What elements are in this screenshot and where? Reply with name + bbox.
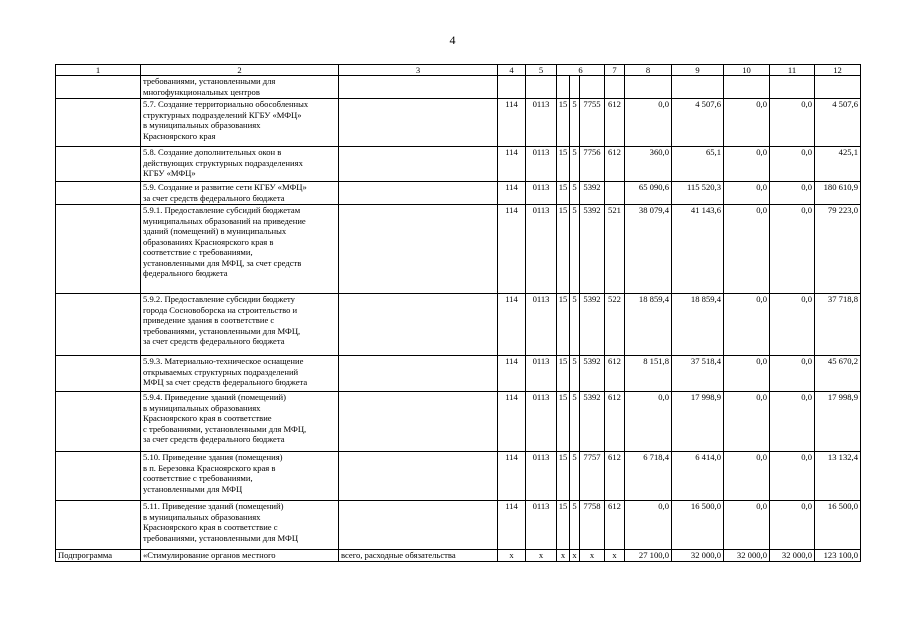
- table-cell-col-4: 114: [498, 294, 526, 356]
- table-cell-col-8: 5392: [580, 294, 605, 356]
- table-cell-col-14: 13 132,4: [815, 452, 861, 501]
- table-cell-col-2: «Стимулирование органов местного: [141, 550, 339, 562]
- table-cell-col-3: [339, 205, 498, 294]
- table-cell-col-4: [498, 76, 526, 99]
- table-cell-col-3: [339, 294, 498, 356]
- table-row: [56, 182, 861, 205]
- table-cell-col-1: [56, 205, 141, 294]
- table-cell-col-7: 5: [570, 392, 580, 452]
- table-cell-col-12: [724, 76, 770, 99]
- header-cell: 2: [141, 65, 339, 76]
- table-cell-col-2: 5.11. Приведение зданий (помещений) в муниципальных образованиях Красноярского края в соответствие с требованиями, установленными для МФЦ: [141, 501, 339, 550]
- header-cell: 12: [815, 65, 861, 76]
- table-cell-col-6: 15: [557, 356, 570, 392]
- table-cell-col-4: 114: [498, 182, 526, 205]
- table-cell-col-5: 0113: [526, 452, 557, 501]
- table-cell-col-1: [56, 501, 141, 550]
- table-cell-col-13: 0,0: [770, 205, 815, 294]
- table-cell-col-12: 0,0: [724, 99, 770, 147]
- budget-table: [55, 64, 861, 562]
- table-header-row: [56, 65, 861, 76]
- table-cell-col-10: 27 100,0: [625, 550, 672, 562]
- table-cell-col-10: 8 151,8: [625, 356, 672, 392]
- table-cell-col-10: 0,0: [625, 392, 672, 452]
- table-cell-col-2: 5.9.4. Приведение зданий (помещений) в муниципальных образованиях Красноярского края в соответствие с требованиями, установленными для МФЦ, за счет средств федерального бюджета: [141, 392, 339, 452]
- table-cell-col-5: 0113: [526, 392, 557, 452]
- table-cell-col-14: 17 998,9: [815, 392, 861, 452]
- table-cell-col-9: 612: [605, 392, 625, 452]
- table-cell-col-8: 5392: [580, 392, 605, 452]
- table-cell-col-10: 6 718,4: [625, 452, 672, 501]
- table-cell-col-2: требованиями, установленными для многофункциональных центров: [141, 76, 339, 99]
- header-cell: 10: [724, 65, 770, 76]
- table-cell-col-9: х: [605, 550, 625, 562]
- table-cell-col-7: 5: [570, 452, 580, 501]
- table-cell-col-7: 5: [570, 501, 580, 550]
- table-cell-col-3: [339, 501, 498, 550]
- table-row: [56, 501, 861, 550]
- table-cell-col-11: 17 998,9: [672, 392, 724, 452]
- table-cell-col-14: 180 610,9: [815, 182, 861, 205]
- table-cell-col-14: [815, 76, 861, 99]
- table-cell-col-13: 0,0: [770, 147, 815, 182]
- table-row: [56, 76, 861, 99]
- table-cell-col-6: 15: [557, 294, 570, 356]
- table-cell-col-11: 4 507,6: [672, 99, 724, 147]
- table-cell-col-13: 0,0: [770, 501, 815, 550]
- table-cell-col-12: 32 000,0: [724, 550, 770, 562]
- table-cell-col-8: [580, 76, 605, 99]
- table-cell-col-6: 15: [557, 99, 570, 147]
- table-cell-col-4: 114: [498, 147, 526, 182]
- table-cell-col-12: 0,0: [724, 392, 770, 452]
- table-cell-col-11: 37 518,4: [672, 356, 724, 392]
- table-cell-col-2: 5.9. Создание и развитие сети КГБУ «МФЦ» за счет средств федерального бюджета: [141, 182, 339, 205]
- table-row: [56, 147, 861, 182]
- table-cell-col-5: 0113: [526, 182, 557, 205]
- table-cell-col-11: 6 414,0: [672, 452, 724, 501]
- table-cell-col-8: 5392: [580, 182, 605, 205]
- table-cell-col-6: 15: [557, 147, 570, 182]
- header-cell: 9: [672, 65, 724, 76]
- header-cell: 8: [625, 65, 672, 76]
- table-cell-col-3: [339, 99, 498, 147]
- table-row: [56, 356, 861, 392]
- table-cell-col-7: 5: [570, 294, 580, 356]
- table-cell-col-5: 0113: [526, 356, 557, 392]
- table-cell-col-4: 114: [498, 452, 526, 501]
- table-cell-col-2: 5.8. Создание дополнительных окон в действующих структурных подразделениях КГБУ «МФЦ»: [141, 147, 339, 182]
- table-cell-col-12: 0,0: [724, 501, 770, 550]
- table-cell-col-6: 15: [557, 182, 570, 205]
- table-cell-col-11: 18 859,4: [672, 294, 724, 356]
- table-cell-col-11: 32 000,0: [672, 550, 724, 562]
- table-row: [56, 205, 861, 294]
- table-cell-col-4: 114: [498, 99, 526, 147]
- table-row: [56, 294, 861, 356]
- header-cell: 6: [557, 65, 605, 76]
- table-cell-col-8: 5392: [580, 356, 605, 392]
- table-cell-col-14: 16 500,0: [815, 501, 861, 550]
- table-cell-col-7: 5: [570, 182, 580, 205]
- table-row: [56, 452, 861, 501]
- table-cell-col-6: 15: [557, 205, 570, 294]
- table-cell-col-10: 360,0: [625, 147, 672, 182]
- page-number: 4: [449, 33, 456, 47]
- table-cell-col-11: 41 143,6: [672, 205, 724, 294]
- table-cell-col-8: 7756: [580, 147, 605, 182]
- table-cell-col-6: х: [557, 550, 570, 562]
- table-cell-col-14: 45 670,2: [815, 356, 861, 392]
- table-cell-col-11: 16 500,0: [672, 501, 724, 550]
- table-cell-col-5: 0113: [526, 147, 557, 182]
- table-cell-col-5: 0113: [526, 501, 557, 550]
- table-cell-col-11: 115 520,3: [672, 182, 724, 205]
- table-cell-col-4: х: [498, 550, 526, 562]
- table-cell-col-13: 0,0: [770, 356, 815, 392]
- table-cell-col-13: 0,0: [770, 392, 815, 452]
- table-cell-col-5: [526, 76, 557, 99]
- table-cell-col-12: 0,0: [724, 182, 770, 205]
- table-cell-col-12: 0,0: [724, 452, 770, 501]
- table-cell-col-9: 612: [605, 452, 625, 501]
- header-cell: 3: [339, 65, 498, 76]
- table-cell-col-7: [570, 76, 580, 99]
- table-cell-col-14: 37 718,8: [815, 294, 861, 356]
- table-cell-col-9: [605, 182, 625, 205]
- table-cell-col-13: 32 000,0: [770, 550, 815, 562]
- table-cell-col-6: 15: [557, 392, 570, 452]
- table-cell-col-7: х: [570, 550, 580, 562]
- table-cell-col-1: [56, 356, 141, 392]
- header-cell: 5: [526, 65, 557, 76]
- table-cell-col-3: [339, 356, 498, 392]
- table-cell-col-3: всего, расходные обязательства: [339, 550, 498, 562]
- table-cell-col-1: [56, 294, 141, 356]
- table-cell-col-3: [339, 147, 498, 182]
- table-cell-col-10: 18 859,4: [625, 294, 672, 356]
- table-cell-col-9: 612: [605, 356, 625, 392]
- table-cell-col-1: [56, 99, 141, 147]
- table-cell-col-8: 7755: [580, 99, 605, 147]
- table-cell-col-5: 0113: [526, 294, 557, 356]
- table-cell-col-4: 114: [498, 356, 526, 392]
- table-cell-col-10: [625, 76, 672, 99]
- table-cell-col-2: 5.10. Приведение здания (помещения) в п. Березовка Красноярского края в соответствие с требованиями, установленными для МФЦ: [141, 452, 339, 501]
- table-cell-col-9: 612: [605, 501, 625, 550]
- header-cell: 1: [56, 65, 141, 76]
- table-cell-col-12: 0,0: [724, 205, 770, 294]
- table-cell-col-8: х: [580, 550, 605, 562]
- table-cell-col-4: 114: [498, 205, 526, 294]
- table-cell-col-3: [339, 182, 498, 205]
- table-cell-col-10: 65 090,6: [625, 182, 672, 205]
- table-cell-col-13: [770, 76, 815, 99]
- table-cell-col-3: [339, 452, 498, 501]
- table-cell-col-3: [339, 76, 498, 99]
- table-cell-col-4: 114: [498, 501, 526, 550]
- table-cell-col-1: [56, 392, 141, 452]
- table-cell-col-12: 0,0: [724, 147, 770, 182]
- table-cell-col-14: 123 100,0: [815, 550, 861, 562]
- table-cell-col-5: 0113: [526, 99, 557, 147]
- table-cell-col-10: 38 079,4: [625, 205, 672, 294]
- header-cell: 11: [770, 65, 815, 76]
- table-cell-col-8: 7758: [580, 501, 605, 550]
- table-cell-col-1: [56, 182, 141, 205]
- table-cell-col-1: [56, 76, 141, 99]
- table-cell-col-9: 612: [605, 99, 625, 147]
- table-cell-col-8: 7757: [580, 452, 605, 501]
- table-cell-col-13: 0,0: [770, 182, 815, 205]
- table-cell-col-9: 612: [605, 147, 625, 182]
- table-cell-col-9: 522: [605, 294, 625, 356]
- table-cell-col-11: 65,1: [672, 147, 724, 182]
- table-cell-col-12: 0,0: [724, 294, 770, 356]
- table-cell-col-6: 15: [557, 452, 570, 501]
- table-cell-col-2: 5.9.1. Предоставление субсидий бюджетам муниципальных образований на приведение зданий (помещений) в муниципальных образованиях Красноярского края в соответствие с требованиями, установленными для МФЦ, за счет средств федерального бюджета: [141, 205, 339, 294]
- table-cell-col-2: 5.9.3. Материально-техническое оснащение открываемых структурных подразделений МФЦ за счет средств федерального бюджета: [141, 356, 339, 392]
- table-cell-col-14: 425,1: [815, 147, 861, 182]
- table-cell-col-7: 5: [570, 205, 580, 294]
- table-row: [56, 392, 861, 452]
- table-cell-col-2: 5.7. Создание территориально обособленных структурных подразделений КГБУ «МФЦ» в муниципальных образованиях Красноярского края: [141, 99, 339, 147]
- table-cell-col-9: [605, 76, 625, 99]
- table-cell-col-1: [56, 147, 141, 182]
- table-row: [56, 99, 861, 147]
- table-cell-col-8: 5392: [580, 205, 605, 294]
- table-cell-col-9: 521: [605, 205, 625, 294]
- table-cell-col-13: 0,0: [770, 99, 815, 147]
- table-cell-col-4: 114: [498, 392, 526, 452]
- table-cell-col-14: 79 223,0: [815, 205, 861, 294]
- table-row: [56, 550, 861, 562]
- table-cell-col-13: 0,0: [770, 452, 815, 501]
- table-cell-col-7: 5: [570, 99, 580, 147]
- table-cell-col-14: 4 507,6: [815, 99, 861, 147]
- table-cell-col-7: 5: [570, 356, 580, 392]
- table-cell-col-5: 0113: [526, 205, 557, 294]
- table-cell-col-1: Подпрограмма: [56, 550, 141, 562]
- table-cell-col-3: [339, 392, 498, 452]
- table-cell-col-6: [557, 76, 570, 99]
- table-cell-col-11: [672, 76, 724, 99]
- table-cell-col-10: 0,0: [625, 501, 672, 550]
- table-cell-col-13: 0,0: [770, 294, 815, 356]
- header-cell: 7: [605, 65, 625, 76]
- table-cell-col-12: 0,0: [724, 356, 770, 392]
- table-cell-col-10: 0,0: [625, 99, 672, 147]
- table-cell-col-2: 5.9.2. Предоставление субсидии бюджету города Сосновоборска на строительство и приведение здания в соответствие с требованиями, установленными для МФЦ, за счет средств федерального бюджета: [141, 294, 339, 356]
- table-cell-col-1: [56, 452, 141, 501]
- table-cell-col-6: 15: [557, 501, 570, 550]
- table-cell-col-7: 5: [570, 147, 580, 182]
- table-cell-col-5: х: [526, 550, 557, 562]
- header-cell: 4: [498, 65, 526, 76]
